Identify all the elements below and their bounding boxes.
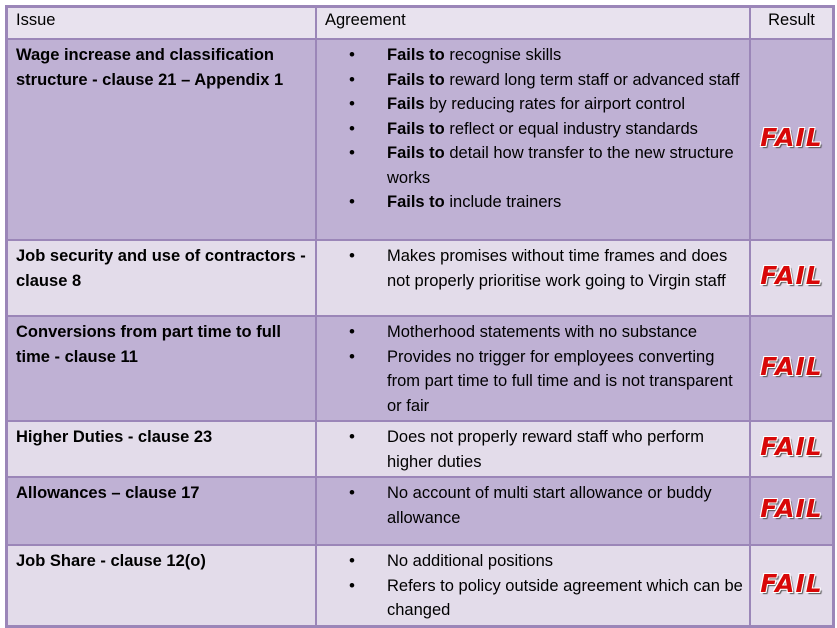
header-result: Result bbox=[750, 7, 833, 39]
agreement-cell bbox=[316, 477, 750, 545]
table-row bbox=[7, 316, 833, 421]
list-item: • Refers to policy outside agreement which can be changed bbox=[349, 574, 743, 623]
table-row bbox=[7, 545, 833, 626]
list-item: • Fails to recognise skills bbox=[349, 43, 743, 68]
list-item: • Fails by reducing rates for airport control bbox=[349, 92, 743, 117]
issue-cell: Job Share - clause 12(o) bbox=[7, 545, 316, 626]
agreement-list bbox=[349, 549, 743, 623]
table-row bbox=[7, 477, 833, 545]
result-cell bbox=[750, 316, 833, 421]
list-item: • No additional positions bbox=[349, 549, 743, 574]
agreement-list bbox=[349, 43, 743, 215]
fail-badge: FAIL bbox=[760, 432, 823, 462]
table-row bbox=[7, 39, 833, 240]
list-item: • Fails to detail how transfer to the new structure works bbox=[349, 141, 743, 190]
list-item: • Makes promises without time frames and does not properly prioritise work going to Virgin staff bbox=[349, 244, 743, 293]
fail-badge: FAIL bbox=[760, 261, 823, 291]
result-cell bbox=[750, 545, 833, 626]
header-agreement: Agreement bbox=[316, 7, 750, 39]
result-cell bbox=[750, 240, 833, 316]
header-issue: Issue bbox=[7, 7, 316, 39]
issue-cell: Higher Duties - clause 23 bbox=[7, 421, 316, 477]
agreement-list bbox=[349, 425, 743, 474]
agreement-list bbox=[349, 481, 743, 530]
list-item: • Fails to include trainers bbox=[349, 190, 743, 215]
fail-badge: FAIL bbox=[760, 351, 823, 381]
agreement-cell bbox=[316, 316, 750, 421]
list-item: • Motherhood statements with no substance bbox=[349, 320, 743, 345]
agreement-cell bbox=[316, 240, 750, 316]
issue-cell: Wage increase and classification structure - clause 21 – Appendix 1 bbox=[7, 39, 316, 240]
issue-cell: Conversions from part time to full time - clause 11 bbox=[7, 316, 316, 421]
agreement-cell bbox=[316, 421, 750, 477]
result-cell bbox=[750, 477, 833, 545]
result-cell bbox=[750, 421, 833, 477]
table-header-row bbox=[7, 7, 833, 39]
list-item: • Fails to reward long term staff or advanced staff bbox=[349, 68, 743, 93]
table-row bbox=[7, 240, 833, 316]
table-row bbox=[7, 421, 833, 477]
issues-table bbox=[5, 5, 835, 628]
agreement-list bbox=[349, 320, 743, 418]
agreement-cell bbox=[316, 39, 750, 240]
fail-badge: FAIL bbox=[760, 494, 823, 524]
list-item: • No account of multi start allowance or buddy allowance bbox=[349, 481, 743, 530]
fail-badge: FAIL bbox=[760, 568, 823, 598]
issue-cell: Allowances – clause 17 bbox=[7, 477, 316, 545]
list-item: • Provides no trigger for employees converting from part time to full time and is not transparent or fair bbox=[349, 345, 743, 419]
result-cell bbox=[750, 39, 833, 240]
agreement-list bbox=[349, 244, 743, 293]
agreement-cell bbox=[316, 545, 750, 626]
list-item: • Does not properly reward staff who perform higher duties bbox=[349, 425, 743, 474]
issue-cell: Job security and use of contractors - clause 8 bbox=[7, 240, 316, 316]
list-item: • Fails to reflect or equal industry standards bbox=[349, 117, 743, 142]
fail-badge: FAIL bbox=[760, 122, 823, 152]
